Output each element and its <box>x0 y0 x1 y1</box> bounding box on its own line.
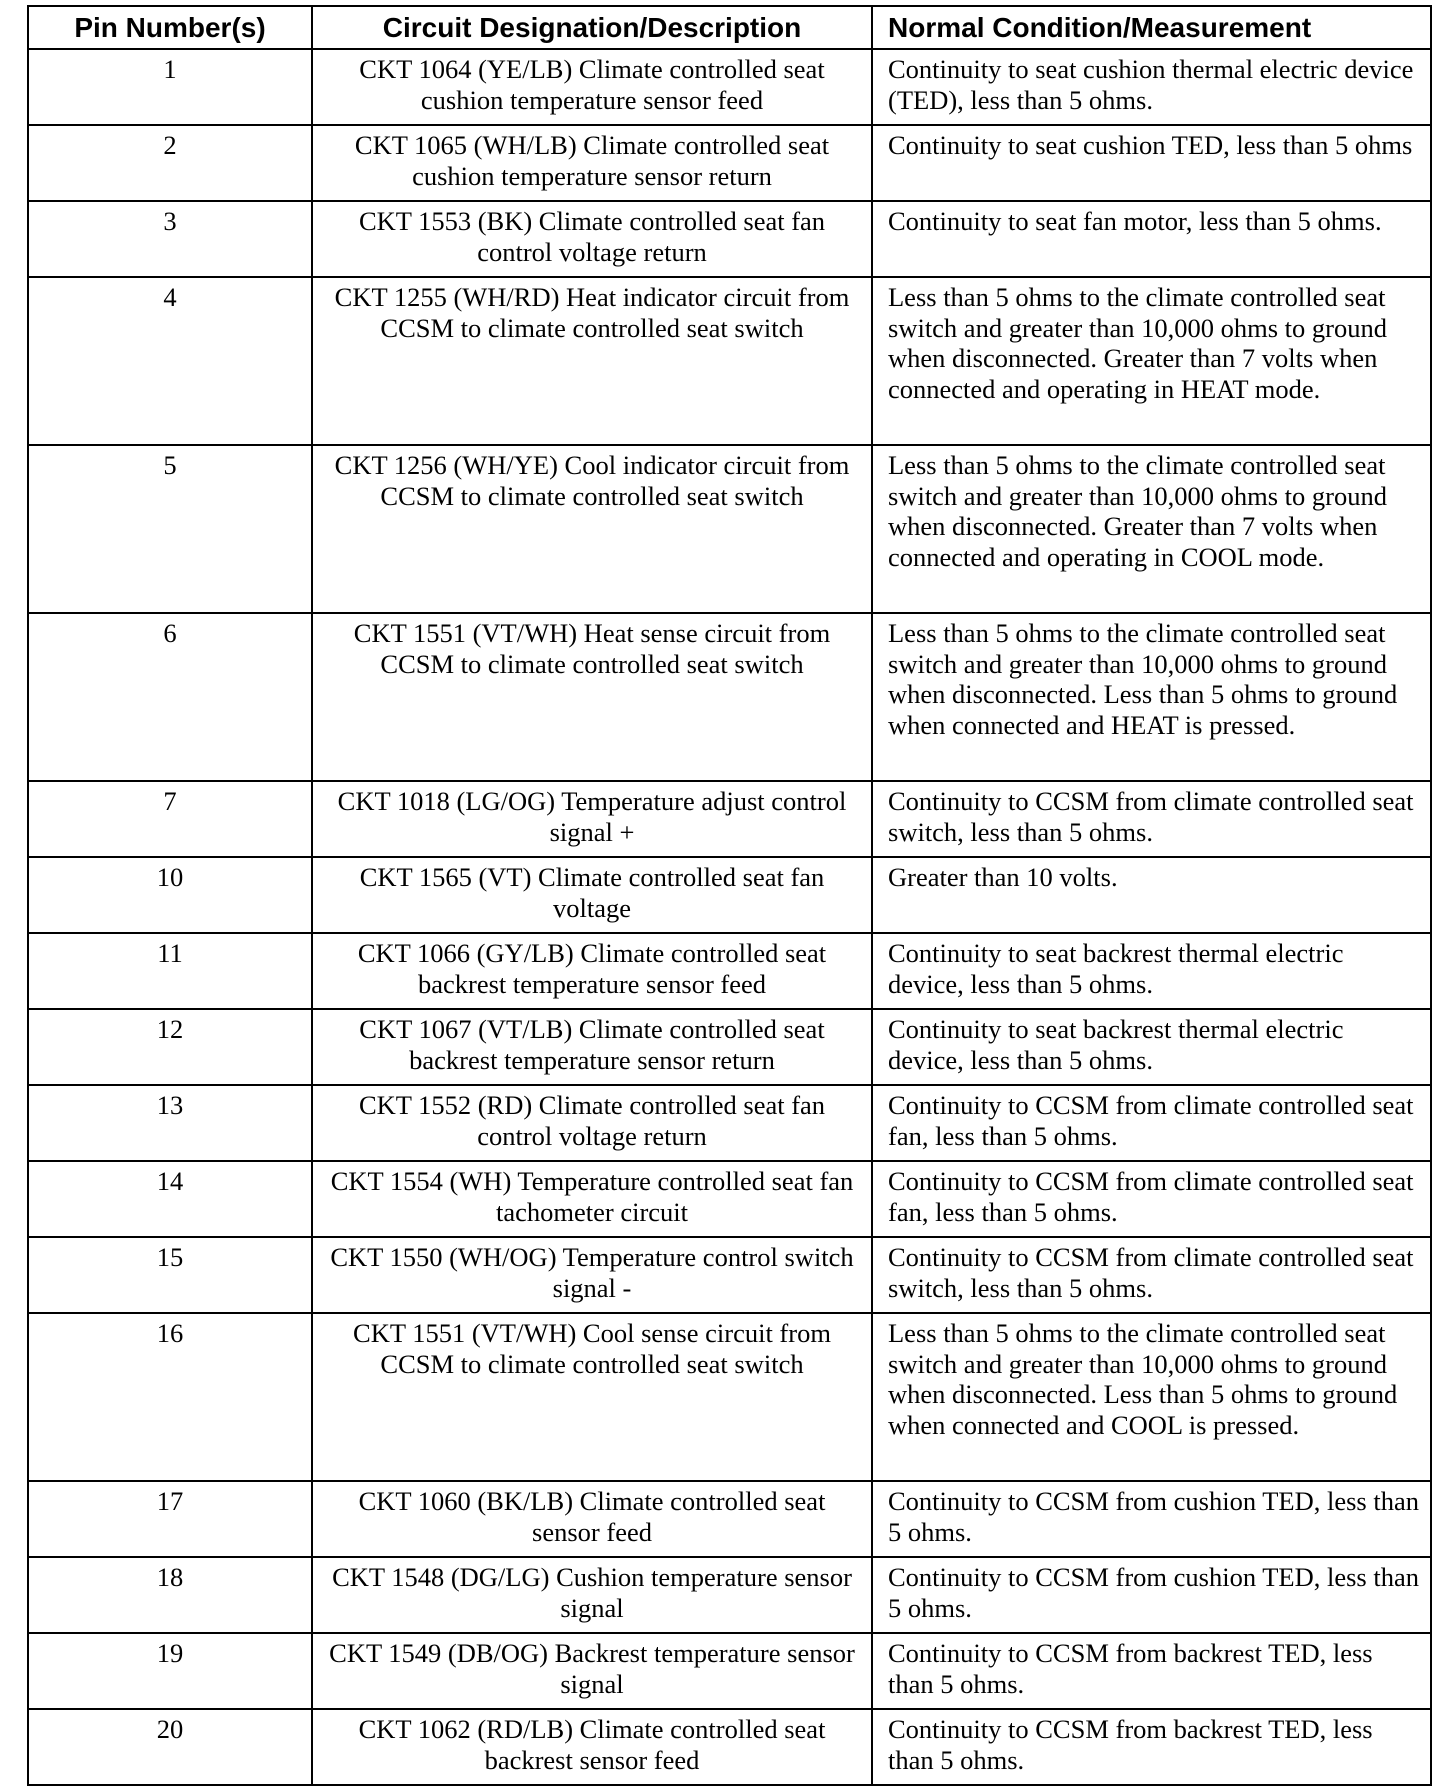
pin-number-cell: 4 <box>28 277 312 445</box>
condition-cell: Less than 5 ohms to the climate controlled seat switch and greater than 10,000 ohms to ground when disconnected. Less than 5 ohms to ground when connected and COOL is pressed. <box>872 1313 1431 1481</box>
condition-cell: Continuity to seat fan motor, less than 5 ohms. <box>872 201 1431 277</box>
circuit-description-cell: CKT 1554 (WH) Temperature controlled seat fan tachometer circuit <box>312 1161 872 1237</box>
circuit-description-cell: CKT 1550 (WH/OG) Temperature control switch signal - <box>312 1237 872 1313</box>
circuit-description-cell: CKT 1552 (RD) Climate controlled seat fan control voltage return <box>312 1085 872 1161</box>
condition-cell: Continuity to CCSM from cushion TED, less than 5 ohms. <box>872 1481 1431 1557</box>
table-row <box>28 1085 1431 1161</box>
condition-cell: Continuity to CCSM from climate controlled seat switch, less than 5 ohms. <box>872 781 1431 857</box>
pin-number-cell: 11 <box>28 933 312 1009</box>
circuit-description-cell: CKT 1256 (WH/YE) Cool indicator circuit from CCSM to climate controlled seat switch <box>312 445 872 613</box>
condition-cell: Continuity to seat cushion thermal electric device (TED), less than 5 ohms. <box>872 49 1431 125</box>
table-row <box>28 277 1431 445</box>
circuit-description-cell: CKT 1548 (DG/LG) Cushion temperature sensor signal <box>312 1557 872 1633</box>
condition-cell: Continuity to CCSM from climate controlled seat switch, less than 5 ohms. <box>872 1237 1431 1313</box>
table-row <box>28 1709 1431 1785</box>
condition-cell: Less than 5 ohms to the climate controlled seat switch and greater than 10,000 ohms to ground when disconnected. Greater than 7 volts when connected and operating in HEAT mode. <box>872 277 1431 445</box>
header-normal-condition: Normal Condition/Measurement <box>872 6 1431 49</box>
table-row <box>28 1481 1431 1557</box>
circuit-description-cell: CKT 1062 (RD/LB) Climate controlled seat backrest sensor feed <box>312 1709 872 1785</box>
table-row <box>28 49 1431 125</box>
condition-cell: Less than 5 ohms to the climate controlled seat switch and greater than 10,000 ohms to ground when disconnected. Less than 5 ohms to ground when connected and HEAT is pressed. <box>872 613 1431 781</box>
table-row <box>28 933 1431 1009</box>
table-header-row <box>28 6 1431 49</box>
circuit-description-cell: CKT 1553 (BK) Climate controlled seat fan control voltage return <box>312 201 872 277</box>
pin-number-cell: 13 <box>28 1085 312 1161</box>
pin-number-cell: 15 <box>28 1237 312 1313</box>
circuit-description-cell: CKT 1064 (YE/LB) Climate controlled seat cushion temperature sensor feed <box>312 49 872 125</box>
circuit-description-cell: CKT 1018 (LG/OG) Temperature adjust control signal + <box>312 781 872 857</box>
condition-cell: Less than 5 ohms to the climate controlled seat switch and greater than 10,000 ohms to ground when disconnected. Greater than 7 volts when connected and operating in COOL mode. <box>872 445 1431 613</box>
table-row <box>28 201 1431 277</box>
pinout-table-container <box>27 5 1430 1786</box>
circuit-description-cell: CKT 1255 (WH/RD) Heat indicator circuit from CCSM to climate controlled seat switch <box>312 277 872 445</box>
circuit-description-cell: CKT 1060 (BK/LB) Climate controlled seat sensor feed <box>312 1481 872 1557</box>
condition-cell: Continuity to seat cushion TED, less than 5 ohms <box>872 125 1431 201</box>
pin-number-cell: 1 <box>28 49 312 125</box>
pin-number-cell: 5 <box>28 445 312 613</box>
header-circuit-description: Circuit Designation/Description <box>312 6 872 49</box>
pin-number-cell: 20 <box>28 1709 312 1785</box>
pin-number-cell: 14 <box>28 1161 312 1237</box>
pin-number-cell: 17 <box>28 1481 312 1557</box>
pin-number-cell: 12 <box>28 1009 312 1085</box>
table-row <box>28 781 1431 857</box>
circuit-description-cell: CKT 1066 (GY/LB) Climate controlled seat backrest temperature sensor feed <box>312 933 872 1009</box>
condition-cell: Continuity to CCSM from backrest TED, less than 5 ohms. <box>872 1633 1431 1709</box>
table-row <box>28 1557 1431 1633</box>
condition-cell: Continuity to CCSM from cushion TED, less than 5 ohms. <box>872 1557 1431 1633</box>
table-row <box>28 445 1431 613</box>
circuit-description-cell: CKT 1067 (VT/LB) Climate controlled seat backrest temperature sensor return <box>312 1009 872 1085</box>
circuit-description-cell: CKT 1065 (WH/LB) Climate controlled seat cushion temperature sensor return <box>312 125 872 201</box>
table-row <box>28 1161 1431 1237</box>
condition-cell: Continuity to CCSM from climate controlled seat fan, less than 5 ohms. <box>872 1085 1431 1161</box>
header-pin-number: Pin Number(s) <box>28 6 312 49</box>
condition-cell: Continuity to CCSM from backrest TED, less than 5 ohms. <box>872 1709 1431 1785</box>
circuit-description-cell: CKT 1565 (VT) Climate controlled seat fan voltage <box>312 857 872 933</box>
pin-number-cell: 2 <box>28 125 312 201</box>
table-row <box>28 1237 1431 1313</box>
condition-cell: Continuity to seat backrest thermal electric device, less than 5 ohms. <box>872 933 1431 1009</box>
pin-number-cell: 10 <box>28 857 312 933</box>
circuit-description-cell: CKT 1551 (VT/WH) Heat sense circuit from CCSM to climate controlled seat switch <box>312 613 872 781</box>
condition-cell: Continuity to CCSM from climate controlled seat fan, less than 5 ohms. <box>872 1161 1431 1237</box>
circuit-description-cell: CKT 1549 (DB/OG) Backrest temperature sensor signal <box>312 1633 872 1709</box>
condition-cell: Greater than 10 volts. <box>872 857 1431 933</box>
table-row <box>28 1633 1431 1709</box>
pin-number-cell: 3 <box>28 201 312 277</box>
pin-number-cell: 7 <box>28 781 312 857</box>
circuit-description-cell: CKT 1551 (VT/WH) Cool sense circuit from CCSM to climate controlled seat switch <box>312 1313 872 1481</box>
pinout-table <box>27 5 1432 1786</box>
condition-cell: Continuity to seat backrest thermal electric device, less than 5 ohms. <box>872 1009 1431 1085</box>
table-row <box>28 125 1431 201</box>
pin-number-cell: 19 <box>28 1633 312 1709</box>
table-row <box>28 1009 1431 1085</box>
table-row <box>28 1313 1431 1481</box>
pin-number-cell: 6 <box>28 613 312 781</box>
pin-number-cell: 16 <box>28 1313 312 1481</box>
table-row <box>28 613 1431 781</box>
table-row <box>28 857 1431 933</box>
pin-number-cell: 18 <box>28 1557 312 1633</box>
